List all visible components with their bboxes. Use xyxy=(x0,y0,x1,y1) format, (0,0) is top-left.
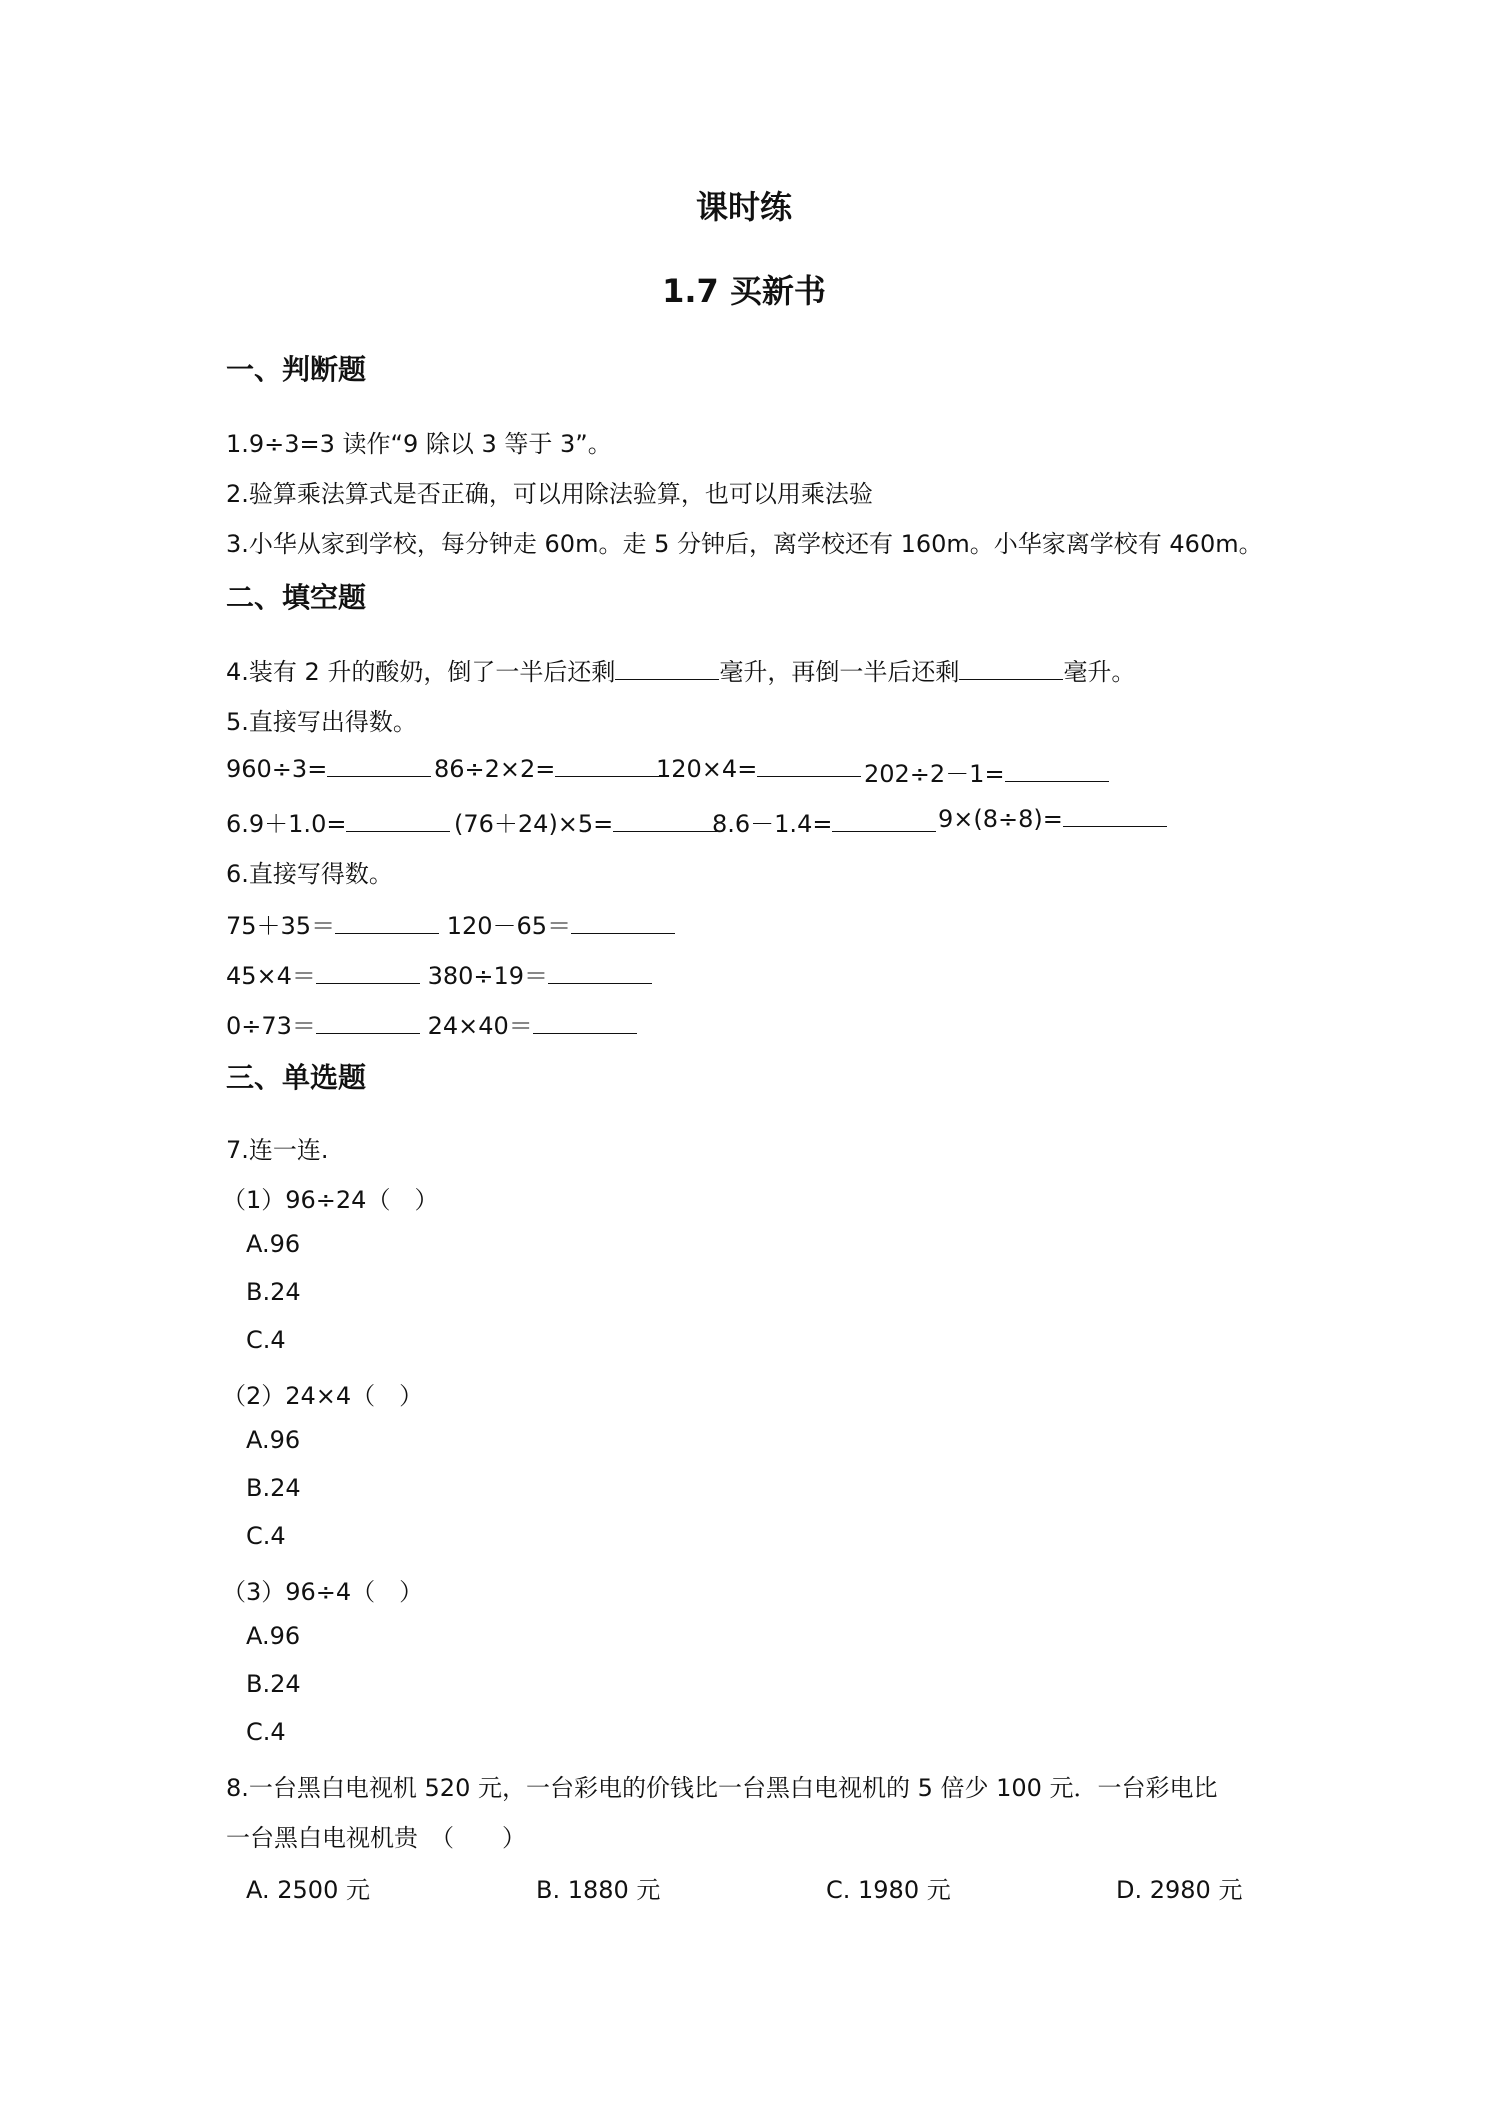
answer-blank[interactable] xyxy=(615,657,719,680)
page-title: 课时练 xyxy=(695,188,792,226)
equation-text: 8.6－1.4= xyxy=(712,810,833,838)
answer-blank[interactable] xyxy=(757,754,861,777)
answer-blank[interactable] xyxy=(346,809,450,832)
question-6-stem: 6.直接写得数。 xyxy=(226,860,393,888)
option-c[interactable]: C.4 xyxy=(246,1326,286,1354)
option-b[interactable]: B.24 xyxy=(246,1670,301,1698)
answer-blank[interactable] xyxy=(613,809,717,832)
equation-item xyxy=(864,754,1109,789)
question-8-line-2: 一台黑白电视机贵 （ ） xyxy=(226,1824,526,1852)
answer-blank[interactable] xyxy=(1063,804,1167,827)
option-a[interactable]: A.96 xyxy=(246,1622,301,1650)
answer-blank[interactable] xyxy=(548,961,652,984)
equation-row xyxy=(226,1006,637,1041)
option-c[interactable]: C.4 xyxy=(246,1522,286,1550)
question-7-stem: 7.连一连. xyxy=(226,1136,329,1164)
equation-text: 75＋35＝ xyxy=(226,912,336,940)
equation-text: 380÷19＝ xyxy=(427,962,549,990)
section-heading-fill-in: 二、填空题 xyxy=(226,581,367,614)
option-a[interactable]: A.96 xyxy=(246,1230,301,1258)
equation-item xyxy=(656,754,861,783)
section-heading-judgment: 一、判断题 xyxy=(226,353,367,386)
option-c[interactable]: C.4 xyxy=(246,1718,286,1746)
equation-row xyxy=(226,906,675,941)
equation-text: 120－65＝ xyxy=(446,912,572,940)
equation-text: 24×40＝ xyxy=(427,1012,533,1040)
question-4 xyxy=(226,652,1135,687)
answer-blank[interactable] xyxy=(555,754,659,777)
equation-text: (76＋24)×5= xyxy=(454,810,614,838)
page-subtitle: 1.7 买新书 xyxy=(662,272,826,310)
answer-blank[interactable] xyxy=(316,1011,420,1034)
equation-text: 960÷3= xyxy=(226,755,328,783)
option-d[interactable]: D. 2980 元 xyxy=(1116,1876,1243,1904)
equation-item xyxy=(226,754,431,783)
answer-blank[interactable] xyxy=(533,1011,637,1034)
answer-blank[interactable] xyxy=(571,911,675,934)
equation-row xyxy=(226,956,652,991)
question-8-line-1: 8.一台黑白电视机 520 元，一台彩电的价钱比一台黑白电视机的 5 倍少 100 元．一台彩电比 xyxy=(226,1774,1218,1802)
equation-item xyxy=(226,804,450,839)
question-2: 2.验算乘法算式是否正确，可以用除法验算，也可以用乘法验 xyxy=(226,480,873,508)
section-heading-single-choice: 三、单选题 xyxy=(226,1061,367,1094)
option-a[interactable]: A.96 xyxy=(246,1426,301,1454)
answer-blank[interactable] xyxy=(1005,759,1109,782)
sub-question-2: （2）24×4（ ） xyxy=(222,1382,424,1410)
equation-item xyxy=(938,804,1167,833)
answer-blank[interactable] xyxy=(327,754,431,777)
question-1: 1.9÷3=3 读作“9 除以 3 等于 3”。 xyxy=(226,430,612,458)
question-4-part1: 4.装有 2 升的酸奶，倒了一半后还剩 xyxy=(226,658,616,686)
equation-text: 6.9＋1.0= xyxy=(226,810,347,838)
question-4-part3: 毫升。 xyxy=(1063,658,1136,686)
answer-blank[interactable] xyxy=(959,657,1063,680)
equation-text: 86÷2×2= xyxy=(434,755,556,783)
sub-question-1: （1）96÷24（ ） xyxy=(222,1186,439,1214)
answer-blank[interactable] xyxy=(316,961,420,984)
question-3: 3.小华从家到学校，每分钟走 60m。走 5 分钟后，离学校还有 160m。小华家离学校有 460m。 xyxy=(226,530,1263,558)
equation-item xyxy=(712,804,936,839)
question-5-stem: 5.直接写出得数。 xyxy=(226,708,417,736)
option-b[interactable]: B.24 xyxy=(246,1278,301,1306)
equation-text: 202÷2－1= xyxy=(864,760,1005,788)
option-b[interactable]: B.24 xyxy=(246,1474,301,1502)
answer-blank[interactable] xyxy=(335,911,439,934)
option-b[interactable]: B. 1880 元 xyxy=(536,1876,661,1904)
question-4-part2: 毫升，再倒一半后还剩 xyxy=(719,658,960,686)
equation-item xyxy=(434,754,659,783)
option-a[interactable]: A. 2500 元 xyxy=(246,1876,370,1904)
equation-item xyxy=(454,804,717,839)
sub-question-3: （3）96÷4（ ） xyxy=(222,1578,424,1606)
answer-blank[interactable] xyxy=(832,809,936,832)
option-c[interactable]: C. 1980 元 xyxy=(826,1876,951,1904)
equation-text: 45×4＝ xyxy=(226,962,316,990)
equation-text: 120×4= xyxy=(656,755,758,783)
equation-text: 9×(8÷8)= xyxy=(938,805,1063,833)
equation-text: 0÷73＝ xyxy=(226,1012,316,1040)
